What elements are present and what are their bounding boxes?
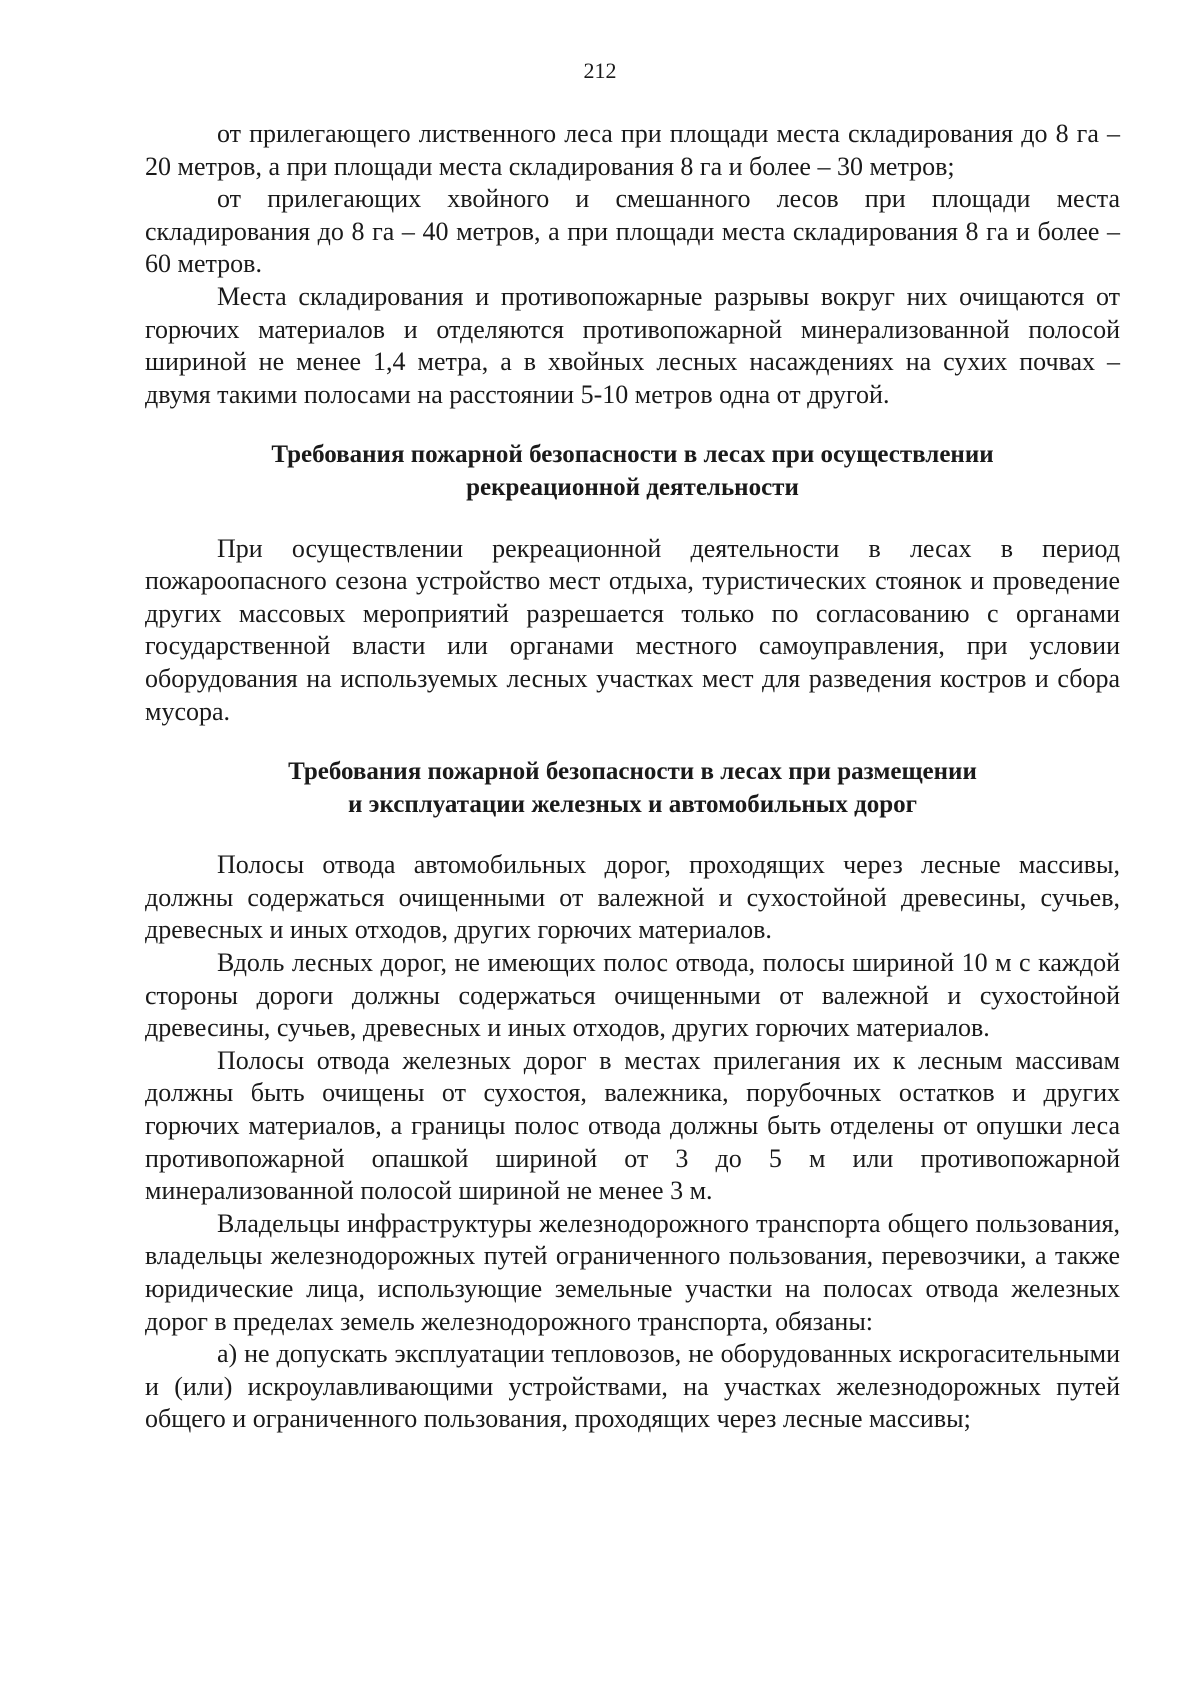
paragraph: Владельцы инфраструктуры железнодорожного транспорта общего пользования, владельцы железнодорожных путей ограниченного пользования, перевозчики, а также юридические лица, использующие земельные участки на полосах отвода железных дорог в пределах земель железнодорожного транспорта, обязаны:	[145, 1208, 1120, 1336]
paragraph: Полосы отвода железных дорог в местах прилегания их к лесным массивам должны быть очищены от сухостоя, валежника, порубочных остатков и других горючих материалов, а границы полос отвода должны быть отделены от опушки леса противопожарной опашкой шириной от 3 до 5 м или противопожарной минерализованной полосой шириной не менее 3 м.	[145, 1045, 1120, 1206]
paragraph: от прилегающего лиственного леса при площади места складирования до 8 га – 20 метров, а при площади места складирования 8 га и более – 30 метров;	[145, 119, 1120, 181]
section-heading-line: и эксплуатации железных и автомобильных дорог	[347, 790, 917, 818]
section-heading-line: Требования пожарной безопасности в лесах при размещении	[288, 758, 977, 786]
section-heading	[145, 439, 1120, 504]
paragraph: Полосы отвода автомобильных дорог, проходящих через лесные массивы, должны содержаться очищенными от валежной и сухостойной древесины, сучьев, древесных и иных отходов, других горючих материалов.	[145, 850, 1120, 945]
paragraph: При осуществлении рекреационной деятельности в лесах в период пожароопасного сезона устройство мест отдыха, туристических стоянок и проведение других массовых мероприятий разрешается только по согласованию с органами государственной власти или органами местного самоуправления, при условии оборудования на используемых лесных участках мест для разведения костров и сбора мусора.	[145, 533, 1120, 726]
paragraph: а) не допускать эксплуатации тепловозов, не оборудованных искрогасительными и (или) искроулавливающими устройствами, на участках железнодорожных путей общего и ограниченного пользования, проходящих через лесные массивы;	[145, 1339, 1120, 1434]
page-number: 212	[583, 58, 617, 83]
section-heading-line: рекреационной деятельности	[466, 473, 799, 501]
paragraph: Места складирования и противопожарные разрывы вокруг них очищаются от горючих материалов и отделяются противопожарной минерализованной полосой шириной не менее 1,4 метра, а в хвойных лесных насаждениях на сухих почвах – двумя такими полосами на расстоянии 5-10 метров одна от другой.	[145, 281, 1120, 409]
section-heading-line: Требования пожарной безопасности в лесах при осуществлении	[271, 441, 994, 469]
document-body	[145, 118, 1120, 1436]
paragraph: от прилегающих хвойного и смешанного лесов при площади места складирования до 8 га – 40 метров, а при площади места складирования 8 га и более – 60 метров.	[145, 184, 1120, 279]
section-heading	[145, 756, 1120, 821]
paragraph: Вдоль лесных дорог, не имеющих полос отвода, полосы шириной 10 м с каждой стороны дороги должны содержаться очищенными от валежной и сухостойной древесины, сучьев, древесных и иных отходов, других горючих материалов.	[145, 948, 1120, 1043]
